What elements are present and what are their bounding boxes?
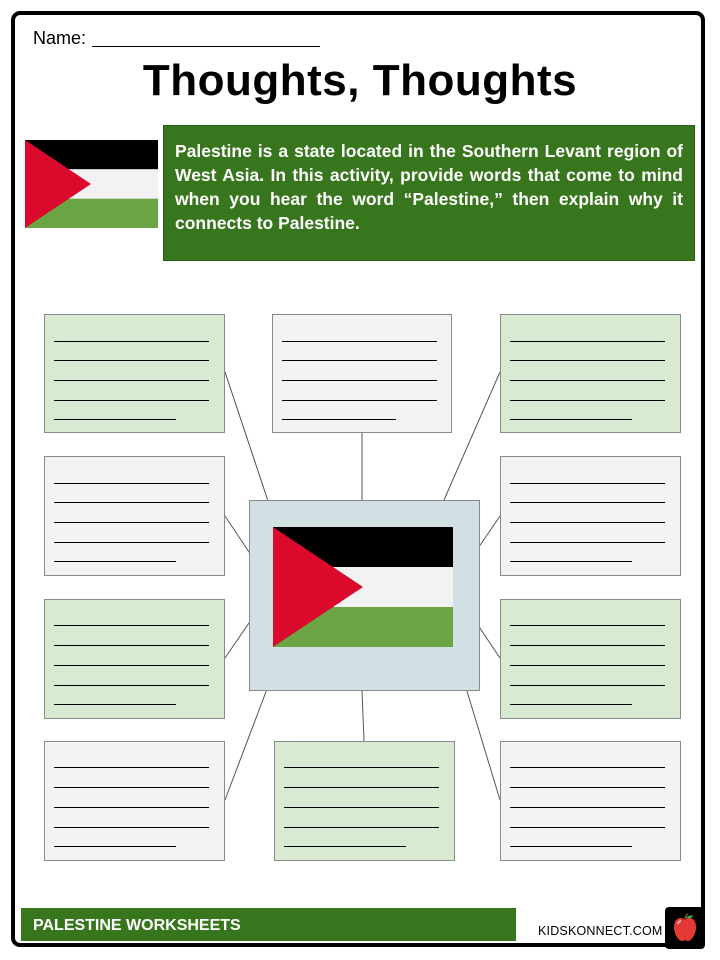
writing-line	[54, 625, 209, 626]
writing-box[interactable]	[272, 314, 452, 433]
name-label: Name:	[33, 28, 87, 48]
writing-line	[54, 341, 209, 342]
writing-line	[510, 625, 665, 626]
writing-line	[510, 665, 665, 666]
writing-line	[510, 542, 665, 543]
writing-line	[510, 645, 665, 646]
writing-box[interactable]	[500, 599, 681, 719]
writing-line	[510, 704, 632, 705]
writing-box[interactable]	[274, 741, 455, 861]
writing-line	[282, 341, 437, 342]
writing-line	[510, 827, 665, 828]
writing-line	[54, 522, 209, 523]
writing-line	[54, 419, 176, 420]
writing-line	[282, 419, 396, 420]
writing-line	[510, 341, 665, 342]
writing-line	[282, 380, 437, 381]
writing-line	[510, 400, 665, 401]
writing-line	[54, 483, 209, 484]
brand-text: KIDSKONNECT.COM	[538, 924, 663, 938]
footer-banner: PALESTINE WORKSHEETS	[21, 908, 516, 941]
writing-line	[54, 787, 209, 788]
writing-line	[284, 767, 439, 768]
writing-line	[54, 685, 209, 686]
writing-line	[510, 380, 665, 381]
writing-box[interactable]	[44, 599, 225, 719]
writing-box[interactable]	[500, 314, 681, 433]
connector	[362, 691, 364, 741]
writing-line	[284, 827, 439, 828]
writing-line	[510, 787, 665, 788]
writing-line	[510, 561, 632, 562]
worksheet-title: Thoughts, Thoughts	[142, 56, 578, 105]
writing-line	[510, 502, 665, 503]
palestine-flag-large	[273, 527, 453, 647]
writing-line	[510, 767, 665, 768]
writing-line	[54, 767, 209, 768]
writing-line	[510, 483, 665, 484]
writing-line	[510, 360, 665, 361]
writing-line	[54, 827, 209, 828]
writing-line	[54, 360, 209, 361]
writing-line	[54, 400, 209, 401]
writing-box[interactable]	[44, 741, 225, 861]
writing-line	[54, 645, 209, 646]
connector	[444, 372, 500, 500]
writing-line	[282, 400, 437, 401]
writing-line	[510, 419, 632, 420]
writing-box[interactable]	[500, 456, 681, 576]
writing-line	[282, 360, 437, 361]
writing-line	[54, 502, 209, 503]
writing-line	[54, 704, 176, 705]
writing-line	[54, 807, 209, 808]
writing-line	[54, 561, 176, 562]
writing-line	[510, 685, 665, 686]
writing-line	[54, 542, 209, 543]
instructions-box: Palestine is a state located in the Southern Levant region of West Asia. In this activity, provide words that come to mind when you hear the word “Palestine,” then explain why it connects to Palestine.	[163, 125, 695, 261]
writing-line	[284, 807, 439, 808]
apple-icon	[671, 913, 699, 943]
brand-logo	[665, 907, 705, 949]
writing-line	[284, 787, 439, 788]
writing-line	[54, 665, 209, 666]
writing-line	[54, 846, 176, 847]
writing-box[interactable]	[44, 314, 225, 433]
writing-line	[510, 522, 665, 523]
writing-line	[510, 846, 632, 847]
writing-line	[510, 807, 665, 808]
writing-box[interactable]	[500, 741, 681, 861]
writing-box[interactable]	[44, 456, 225, 576]
writing-line	[284, 846, 406, 847]
writing-line	[54, 380, 209, 381]
